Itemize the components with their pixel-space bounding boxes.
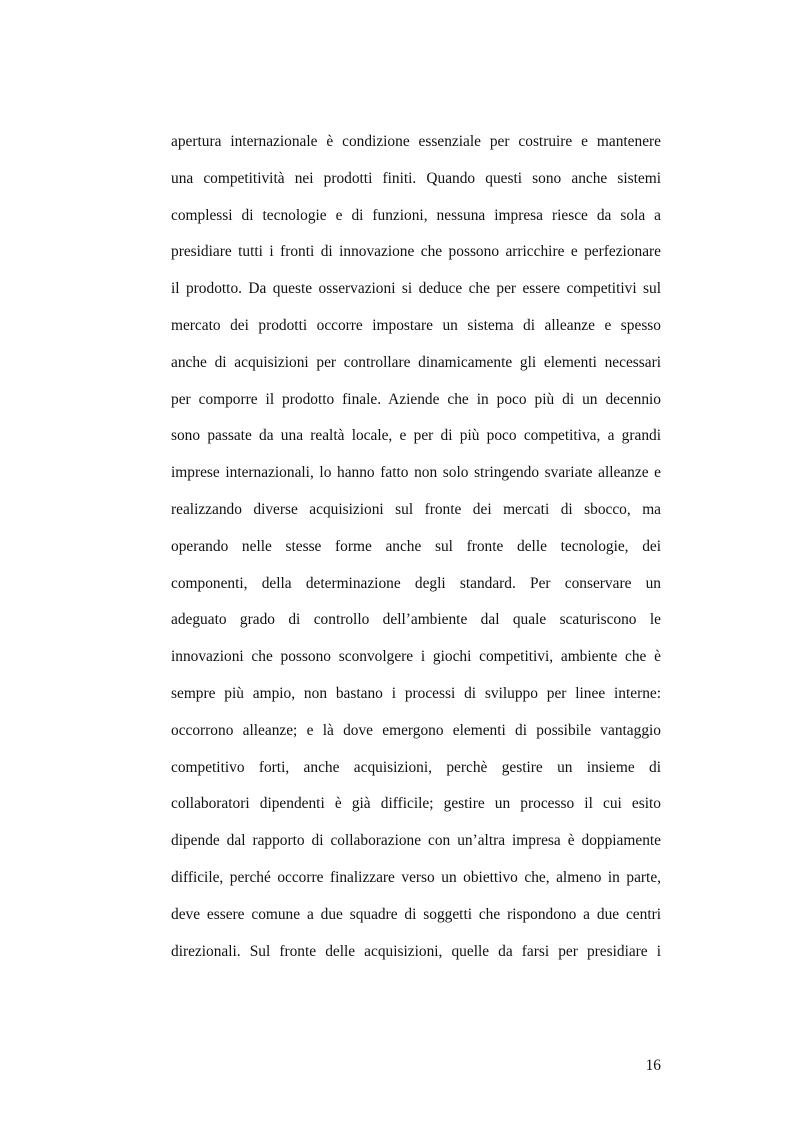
text-line: per comporre il prodotto finale. Aziende che in poco più di un decennio — [171, 390, 661, 408]
text-line: collaboratori dipendenti è già difficile; gestire un processo il cui esito — [171, 795, 661, 813]
text-line: deve essere comune a due squadre di soggetti che rispondono a due centri — [171, 905, 661, 923]
text-line: competitivo forti, anche acquisizioni, perchè gestire un insieme di — [171, 758, 661, 776]
text-line: presidiare tutti i fronti di innovazione che possono arricchire e perfezionare — [171, 243, 661, 261]
text-line: una competitività nei prodotti finiti. Quando questi sono anche sistemi — [171, 169, 661, 187]
text-line: difficile, perché occorre finalizzare verso un obiettivo che, almeno in parte, — [171, 868, 661, 886]
text-line: sempre più ampio, non bastano i processi di sviluppo per linee interne: — [171, 684, 661, 702]
text-line: realizzando diverse acquisizioni sul fronte dei mercati di sbocco, ma — [171, 500, 661, 518]
text-line: apertura internazionale è condizione essenziale per costruire e mantenere — [171, 133, 661, 150]
text-line: imprese internazionali, lo hanno fatto non solo stringendo svariate alleanze e — [171, 464, 661, 482]
text-line: dipende dal rapporto di collaborazione con un’altra impresa è doppiamente — [171, 832, 661, 850]
text-line: occorrono alleanze; e là dove emergono elementi di possibile vantaggio — [171, 721, 661, 739]
text-line: il prodotto. Da queste osservazioni si deduce che per essere competitivi sul — [171, 280, 661, 298]
body-text — [171, 128, 661, 974]
text-line: adeguato grado di controllo dell’ambiente dal quale scaturiscono le — [171, 611, 661, 629]
text-line: operando nelle stesse forme anche sul fronte delle tecnologie, dei — [171, 537, 661, 555]
text-line: sono passate da una realtà locale, e per di più poco competitiva, a grandi — [171, 427, 661, 445]
text-line: componenti, della determinazione degli standard. Per conservare un — [171, 574, 661, 592]
text-line: direzionali. Sul fronte delle acquisizioni, quelle da farsi per presidiare i — [171, 942, 661, 960]
text-line: innovazioni che possono sconvolgere i giochi competitivi, ambiente che è — [171, 648, 661, 666]
text-line: anche di acquisizioni per controllare dinamicamente gli elementi necessari — [171, 353, 661, 371]
text-line: mercato dei prodotti occorre impostare un sistema di alleanze e spesso — [171, 316, 661, 334]
text-line: complessi di tecnologie e di funzioni, nessuna impresa riesce da sola a — [171, 206, 661, 224]
page-number: 16 — [645, 1057, 661, 1074]
